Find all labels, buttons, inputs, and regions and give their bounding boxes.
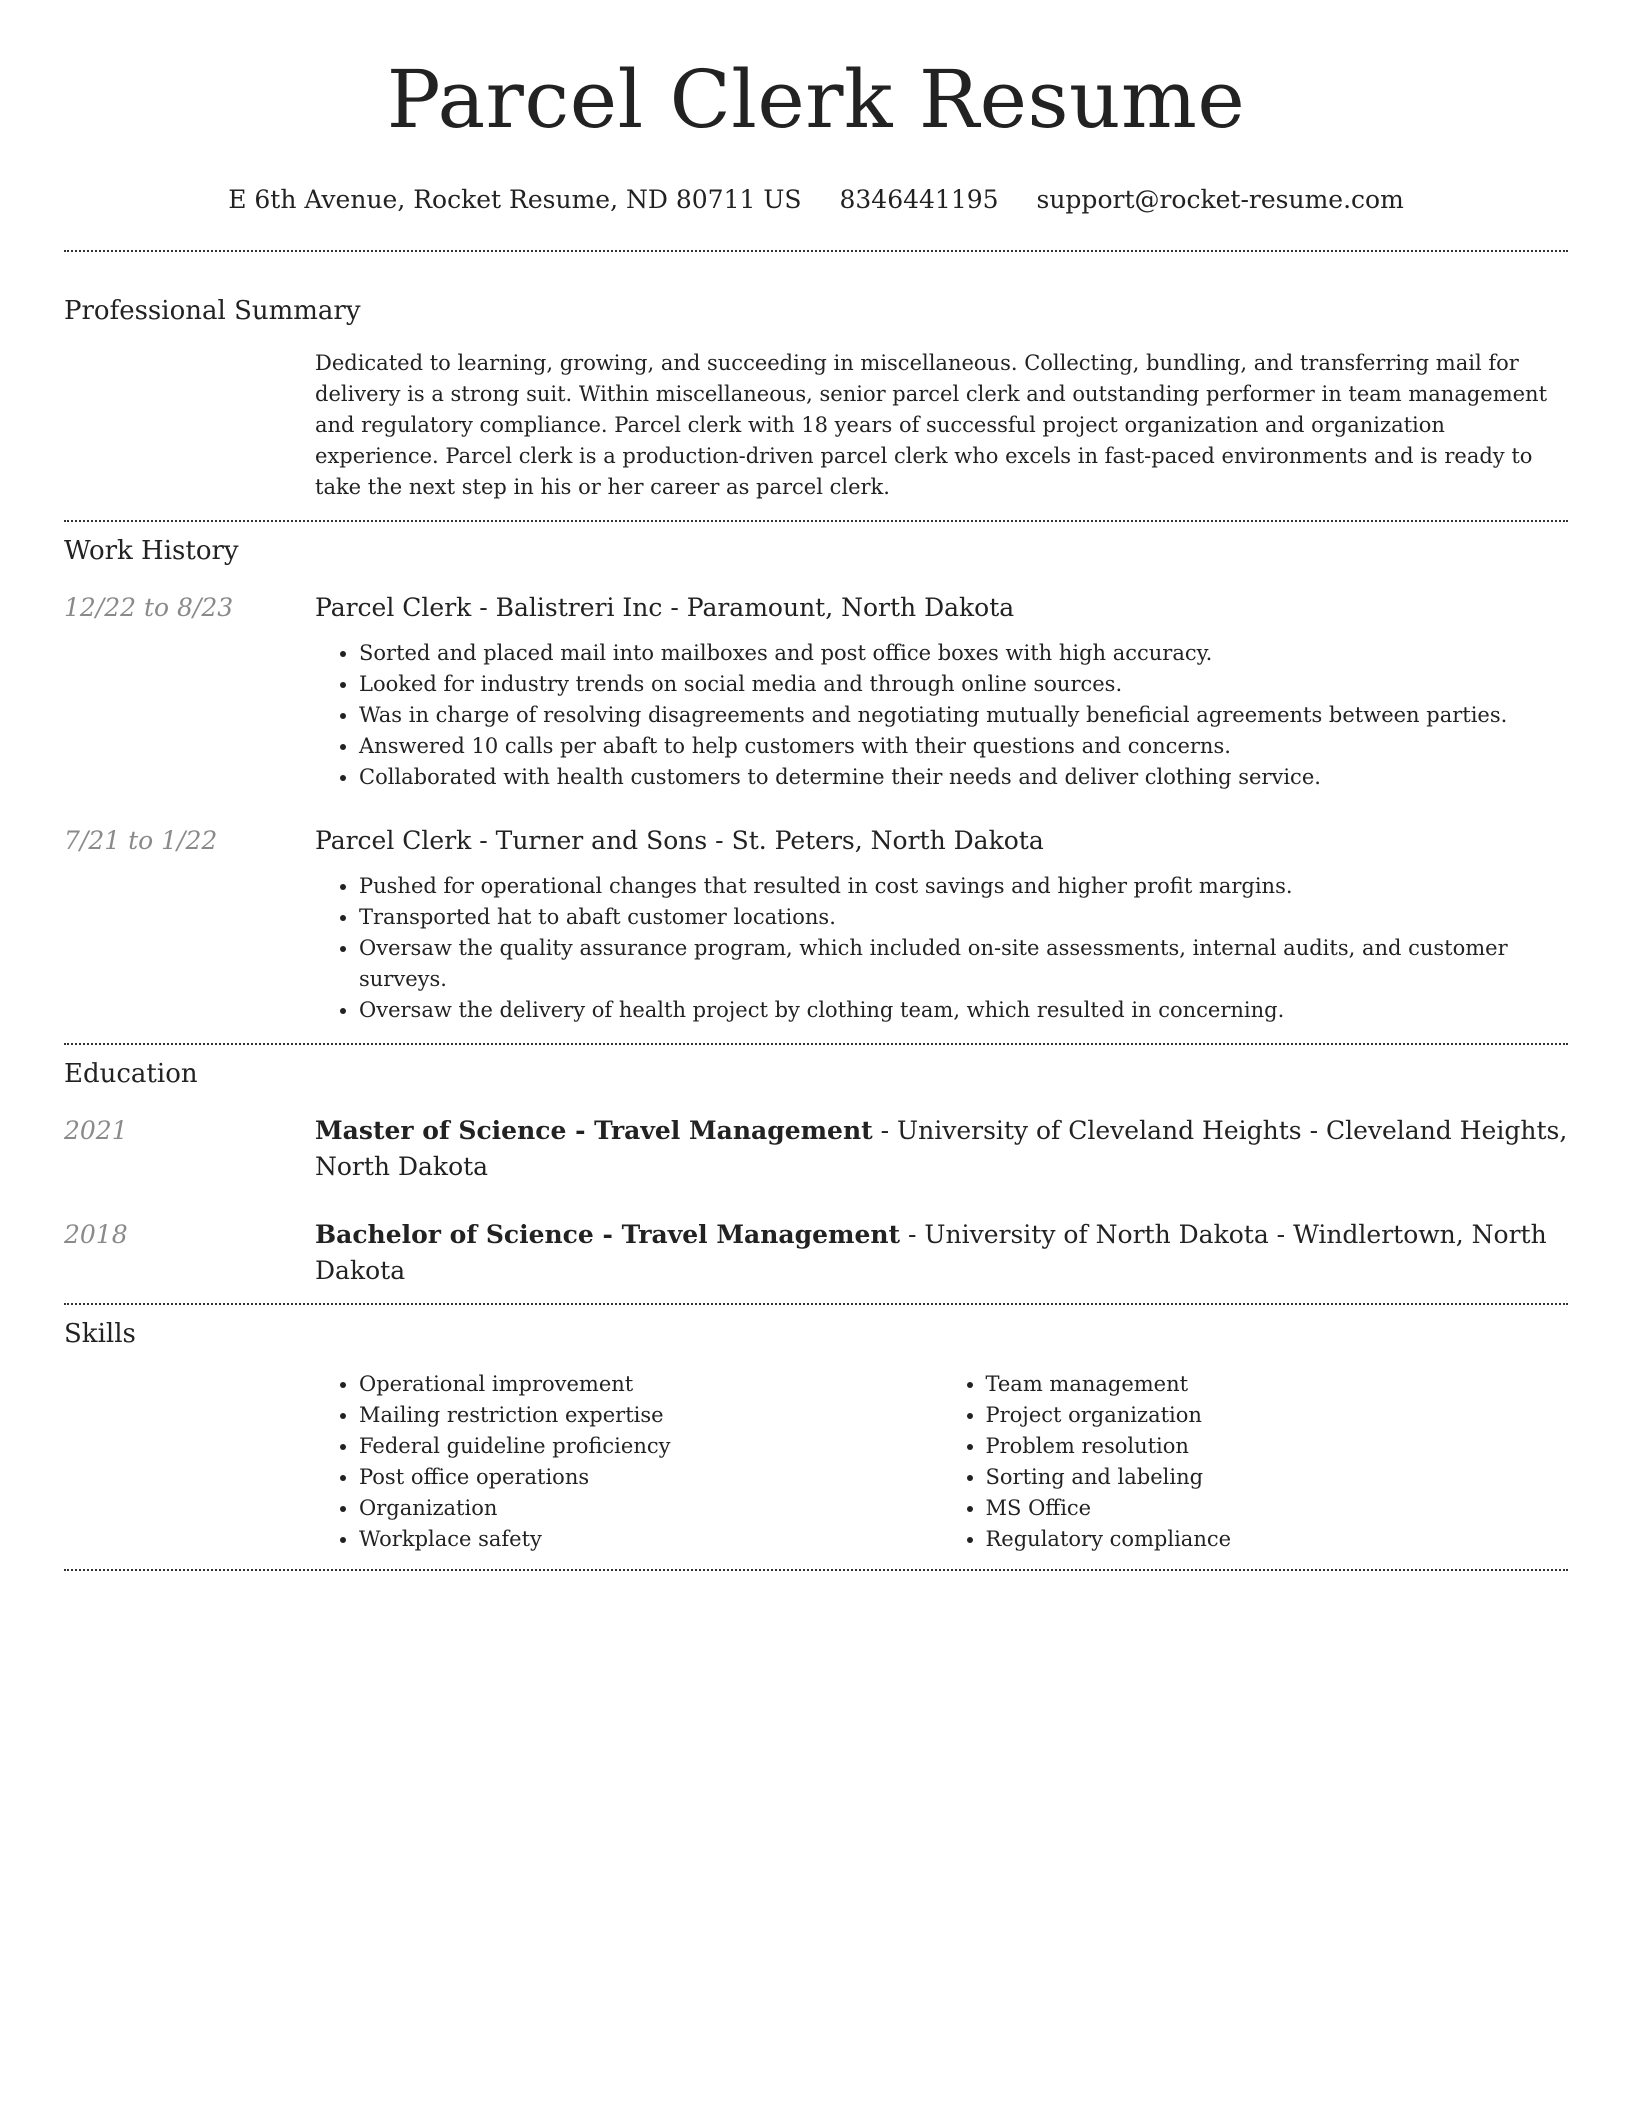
list-item: • Workplace safety	[359, 1524, 942, 1555]
list-item: • MS Office	[986, 1493, 1569, 1524]
list-item: • Post office operations	[359, 1462, 942, 1493]
education-heading-line	[315, 1113, 1568, 1185]
job-heading: Parcel Clerk - Balistreri Inc - Paramount, North Dakota	[315, 593, 1015, 622]
contact-phone: 8346441195	[839, 185, 999, 214]
skills-columns	[315, 1369, 1568, 1555]
education-entry	[64, 1217, 1568, 1289]
education-school: - University of Cleveland Heights - Cleveland Heights, North Dakota	[315, 1116, 1568, 1181]
list-item: • Regulatory compliance	[986, 1524, 1569, 1555]
education-school: - University of North Dakota - Windlertown, North Dakota	[315, 1220, 1547, 1285]
list-item: • Team management	[986, 1369, 1569, 1400]
list-item: • Mailing restriction expertise	[359, 1400, 942, 1431]
skills-list-right	[942, 1369, 1569, 1555]
list-item: • Oversaw the quality assurance program, which included on-site assessments, internal audits, and customer surveys.	[359, 933, 1568, 995]
education-degree: Master of Science - Travel Management	[315, 1116, 873, 1145]
divider	[64, 1043, 1568, 1045]
job-entry	[64, 590, 1568, 793]
education-year: 2021	[64, 1116, 128, 1145]
skills-list-left	[315, 1369, 942, 1555]
list-item: • Collaborated with health customers to determine their needs and deliver clothing service.	[359, 762, 1568, 793]
list-item: • Operational improvement	[359, 1369, 942, 1400]
education-heading-line	[315, 1217, 1568, 1289]
education-heading: Education	[64, 1059, 198, 1089]
resume-title: Parcel Clerk Resume	[386, 53, 1246, 146]
list-item: • Sorted and placed mail into mailboxes and post office boxes with high accuracy.	[359, 638, 1568, 669]
education-entry	[64, 1113, 1568, 1185]
list-item: • Federal guideline proficiency	[359, 1431, 942, 1462]
job-heading: Parcel Clerk - Turner and Sons - St. Peters, North Dakota	[315, 826, 1044, 855]
list-item: • Pushed for operational changes that resulted in cost savings and higher profit margins.	[359, 871, 1568, 902]
list-item: • Organization	[359, 1493, 942, 1524]
list-item: • Sorting and labeling	[986, 1462, 1569, 1493]
summary-heading: Professional Summary	[64, 296, 361, 326]
list-item: • Was in charge of resolving disagreements and negotiating mutually beneficial agreements between parties.	[359, 700, 1568, 731]
job-bullets	[315, 638, 1568, 793]
list-item: • Looked for industry trends on social media and through online sources.	[359, 669, 1568, 700]
education-section	[64, 1057, 1568, 1289]
skills-section	[64, 1317, 1568, 1555]
divider	[64, 250, 1568, 252]
list-item: • Oversaw the delivery of health project by clothing team, which resulted in concerning.	[359, 995, 1568, 1026]
job-dates: 7/21 to 1/22	[64, 826, 218, 855]
job-dates: 12/22 to 8/23	[64, 593, 234, 622]
summary-section	[64, 294, 1568, 503]
summary-text: Dedicated to learning, growing, and succeeding in miscellaneous. Collecting, bundling, and transferring mail for delivery is a strong suit. Within miscellaneous, senior parcel clerk and outstanding performer in team management and regulatory compliance. Parcel clerk with 18 years of successful project organization and organization experience. Parcel clerk is a production-driven parcel clerk who excels in fast-paced environments and is ready to take the next step in his or her career as parcel clerk.	[315, 351, 1548, 499]
education-year: 2018	[64, 1220, 128, 1249]
list-item: • Project organization	[986, 1400, 1569, 1431]
divider	[64, 1569, 1568, 1571]
job-entry	[64, 823, 1568, 1026]
divider	[64, 520, 1568, 522]
divider	[64, 1303, 1568, 1305]
skills-heading: Skills	[64, 1319, 136, 1349]
list-item: • Problem resolution	[986, 1431, 1569, 1462]
education-degree: Bachelor of Science - Travel Management	[315, 1220, 901, 1249]
list-item: • Transported hat to abaft customer locations.	[359, 902, 1568, 933]
list-item: • Answered 10 calls per abaft to help customers with their questions and concerns.	[359, 731, 1568, 762]
contact-address: E 6th Avenue, Rocket Resume, ND 80711 US	[228, 185, 802, 214]
job-bullets	[315, 871, 1568, 1026]
contact-line	[64, 184, 1568, 216]
work-heading: Work History	[64, 536, 239, 566]
contact-email: support@rocket-resume.com	[1036, 185, 1404, 214]
work-section	[64, 534, 1568, 1026]
